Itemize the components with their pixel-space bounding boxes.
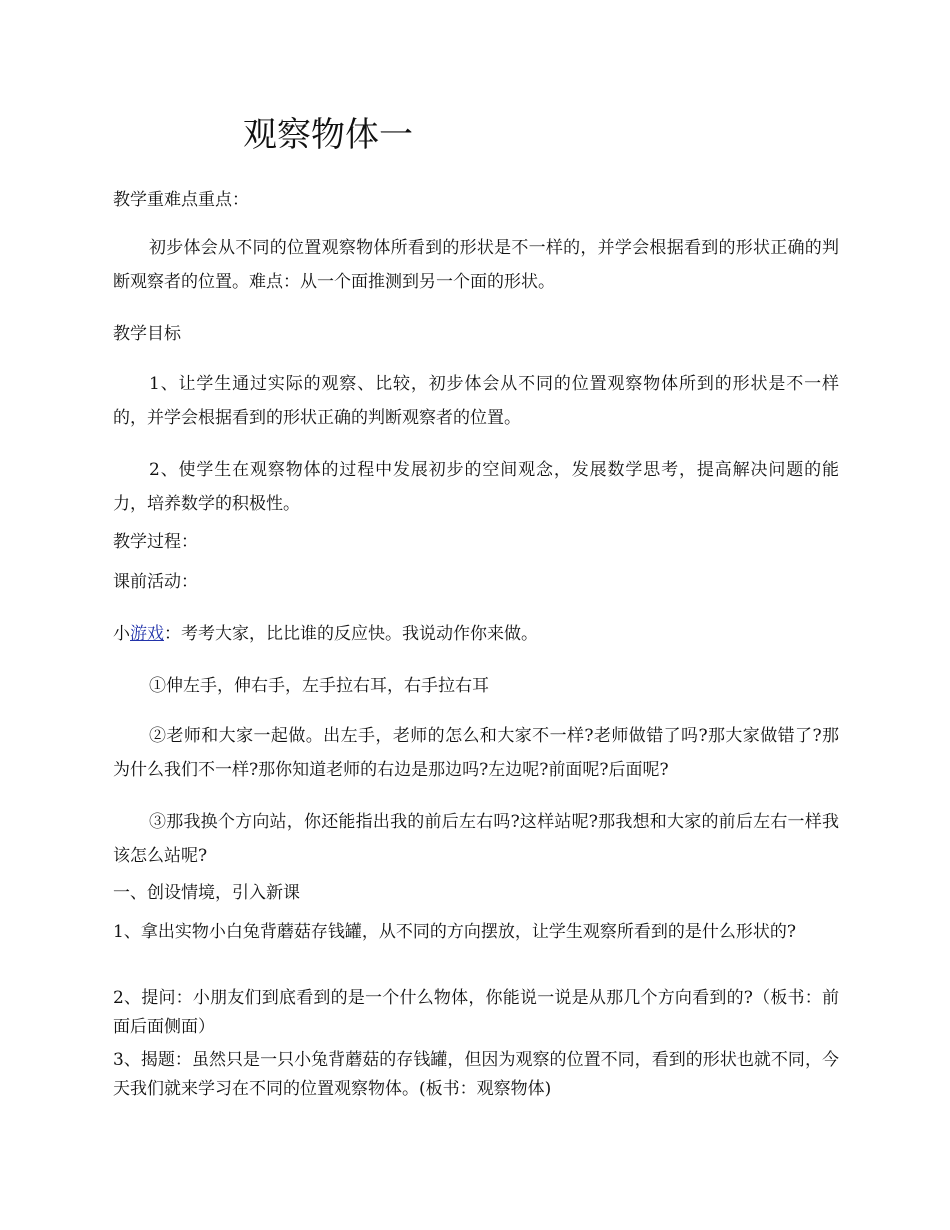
situation-step-1: 1、拿出实物小白兔背蘑菇存钱罐，从不同的方向摆放，让学生观察所看到的是什么形状的? [113,922,796,942]
section-heading-objectives: 教学目标 [113,324,181,344]
document-title: 观察物体一 [243,115,413,155]
section-heading-situation: 一、创设情境，引入新课 [113,883,300,903]
situation-step-3: 3、揭题：虽然只是一只小兔背蘑菇的存钱罐，但因为观察的位置不同，看到的形状也就不同，今天我们就来学习在不同的位置观察物体。(板书：观察物体) [113,1050,839,1099]
section-heading-pre-class: 课前活动： [113,572,198,592]
game-step-2: ②老师和大家一起做。出左手，老师的怎么和大家不一样?老师做错了吗?那大家做错了?那为什么我们不一样?那你知道老师的右边是那边吗?左边呢?前面呢?后面呢? [113,726,839,780]
section-heading-process: 教学过程： [113,532,198,552]
objective-2-paragraph: 2、使学生在观察物体的过程中发展初步的空间观念，发展数学思考，提高解决问题的能力，培养数学的积极性。 [113,460,839,514]
objective-1-paragraph: 1、让学生通过实际的观察、比较，初步体会从不同的位置观察物体所到的形状是不一样的，并学会根据看到的形状正确的判断观察者的位置。 [113,374,839,428]
key-points-paragraph: 初步体会从不同的位置观察物体所看到的形状是不一样的，并学会根据看到的形状正确的判断观察者的位置。难点：从一个面推测到另一个面的形状。 [113,238,839,292]
game-link[interactable]: 游戏 [130,624,164,644]
section-heading-key-points: 教学重难点重点： [113,190,249,210]
game-intro-prefix: 小 [113,624,130,644]
game-intro-paragraph [113,617,839,651]
situation-step-2: 2、提问：小朋友们到底看到的是一个什么物体，你能说一说是从那几个方向看到的?（板书：前面后面侧面） [113,988,839,1037]
game-step-1: ①伸左手，伸右手，左手拉右耳，右手拉右耳 [149,676,489,696]
game-intro-text: ：考考大家，比比谁的反应快。我说动作你来做。 [164,624,538,644]
game-step-3: ③那我换个方向站，你还能指出我的前后左右吗?这样站呢?那我想和大家的前后左右一样我该怎么站呢? [113,812,839,866]
